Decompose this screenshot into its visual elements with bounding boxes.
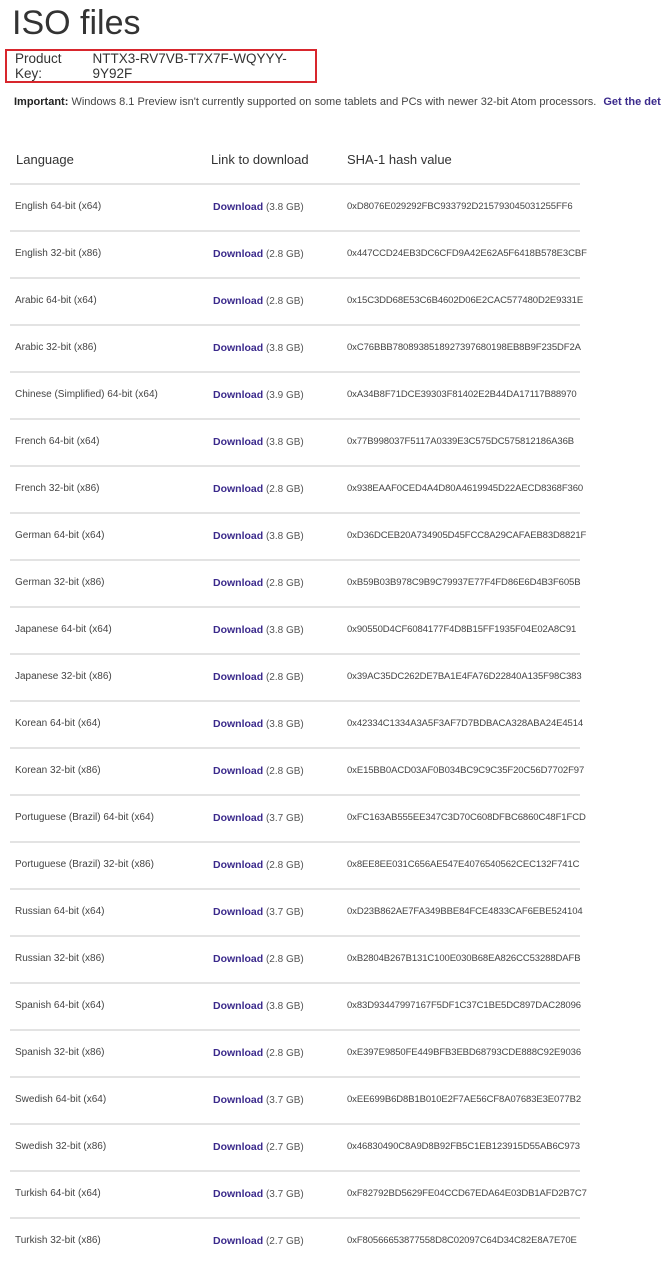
file-size: (2.8 GB) bbox=[265, 484, 304, 495]
row-divider bbox=[10, 1123, 580, 1125]
sha1-hash: 0xD23B862AE7FA349BBE84FCE4833CAF6EBE524104 bbox=[347, 906, 583, 917]
download-cell bbox=[213, 248, 304, 260]
sha1-hash: 0x938EAAF0CED4A4D80A4619945D22AECD8368F360 bbox=[347, 483, 584, 494]
file-size: (3.8 GB) bbox=[265, 531, 304, 542]
important-notice bbox=[14, 96, 661, 108]
download-cell bbox=[213, 1141, 304, 1153]
sha1-hash: 0xB59B03B978C9B9C79937E77F4FD86E6D4B3F605B bbox=[347, 577, 581, 588]
table-row bbox=[0, 794, 600, 841]
file-size: (3.8 GB) bbox=[265, 719, 304, 730]
download-cell bbox=[213, 906, 304, 918]
sha1-hash: 0x447CCD24EB3DC6CFD9A42E62A5F6418B578E3CBF bbox=[347, 248, 587, 259]
file-size: (3.8 GB) bbox=[265, 625, 304, 636]
sha1-hash: 0xF82792BD5629FE04CCD67EDA64E03DB1AFD2B7C7 bbox=[347, 1188, 587, 1199]
download-cell bbox=[213, 530, 304, 542]
language-cell: French 64-bit (x64) bbox=[15, 436, 100, 447]
language-cell: French 32-bit (x86) bbox=[15, 483, 100, 494]
language-cell: English 32-bit (x86) bbox=[15, 248, 102, 259]
row-divider bbox=[10, 747, 580, 749]
table-row bbox=[0, 1170, 600, 1217]
table-header bbox=[0, 152, 600, 172]
download-cell bbox=[213, 577, 304, 589]
row-divider bbox=[10, 794, 580, 796]
language-cell: Swedish 64-bit (x64) bbox=[15, 1094, 107, 1105]
table-row bbox=[0, 230, 600, 277]
product-key-value: NTTX3-RV7VB-T7X7F-WQYYY-9Y92F bbox=[92, 51, 287, 81]
download-link[interactable]: Download bbox=[213, 1000, 264, 1012]
language-cell: Spanish 32-bit (x86) bbox=[15, 1047, 105, 1058]
language-cell: English 64-bit (x64) bbox=[15, 201, 102, 212]
important-text: Windows 8.1 Preview isn't currently supported on some tablets and PCs with newer 32-bit Atom processors. bbox=[71, 96, 597, 108]
table-row bbox=[0, 606, 600, 653]
table-row bbox=[0, 183, 600, 230]
language-cell: Russian 64-bit (x64) bbox=[15, 906, 105, 917]
table-row bbox=[0, 512, 600, 559]
file-size: (3.8 GB) bbox=[265, 437, 304, 448]
row-divider bbox=[10, 1170, 580, 1172]
language-cell: Chinese (Simplified) 64-bit (x64) bbox=[15, 389, 158, 400]
download-link[interactable]: Download bbox=[213, 436, 264, 448]
file-size: (3.7 GB) bbox=[265, 907, 304, 918]
table-row bbox=[0, 277, 600, 324]
file-size: (2.8 GB) bbox=[265, 1048, 304, 1059]
download-cell bbox=[213, 953, 304, 965]
file-size: (2.8 GB) bbox=[265, 860, 304, 871]
product-key-label: Product Key: bbox=[15, 51, 62, 81]
row-divider bbox=[10, 935, 580, 937]
sha1-hash: 0xE397E9850FE449BFB3EBD68793CDE888C92E9036 bbox=[347, 1047, 581, 1058]
sha1-hash: 0xEE699B6D8B1B010E2F7AE56CF8A07683E3E077B2 bbox=[347, 1094, 582, 1105]
row-divider bbox=[10, 982, 580, 984]
language-cell: Swedish 32-bit (x86) bbox=[15, 1141, 107, 1152]
file-size: (2.8 GB) bbox=[265, 296, 304, 307]
sha1-hash: 0x39AC35DC262DE7BA1E4FA76D22840A135F98C383 bbox=[347, 671, 582, 682]
language-cell: Spanish 64-bit (x64) bbox=[15, 1000, 105, 1011]
file-size: (2.7 GB) bbox=[265, 1142, 304, 1153]
row-divider bbox=[10, 277, 580, 279]
download-cell bbox=[213, 1188, 304, 1200]
language-cell: Korean 64-bit (x64) bbox=[15, 718, 101, 729]
row-divider bbox=[10, 700, 580, 702]
file-size: (3.8 GB) bbox=[265, 1001, 304, 1012]
table-row bbox=[0, 653, 600, 700]
row-divider bbox=[10, 418, 580, 420]
table-row bbox=[0, 418, 600, 465]
row-divider bbox=[10, 324, 580, 326]
language-cell: German 64-bit (x64) bbox=[15, 530, 105, 541]
language-cell: Korean 32-bit (x86) bbox=[15, 765, 101, 776]
header-language: Language bbox=[16, 152, 74, 167]
header-link-to-download: Link to download bbox=[211, 152, 309, 167]
download-cell bbox=[213, 718, 304, 730]
download-link[interactable]: Download bbox=[213, 1235, 264, 1247]
row-divider bbox=[10, 559, 580, 561]
row-divider bbox=[10, 606, 580, 608]
table-row bbox=[0, 371, 600, 418]
file-size: (3.8 GB) bbox=[265, 202, 304, 213]
table-row bbox=[0, 747, 600, 794]
download-cell bbox=[213, 765, 304, 777]
row-divider bbox=[10, 183, 580, 185]
language-cell: Arabic 64-bit (x64) bbox=[15, 295, 97, 306]
table-row bbox=[0, 1123, 600, 1170]
row-divider bbox=[10, 1076, 580, 1078]
download-cell bbox=[213, 295, 304, 307]
language-cell: Turkish 32-bit (x86) bbox=[15, 1235, 101, 1246]
sha1-hash: 0xE15BB0ACD03AF0B034BC9C9C35F20C56D7702F97 bbox=[347, 765, 585, 776]
download-link[interactable]: Download bbox=[213, 342, 264, 354]
page-title: ISO files bbox=[12, 4, 141, 42]
download-link[interactable]: Download bbox=[213, 812, 264, 824]
download-link[interactable]: Download bbox=[213, 201, 264, 213]
sha1-hash: 0x15C3DD68E53C6B4602D06E2CAC577480D2E9331E bbox=[347, 295, 584, 306]
download-link[interactable]: Download bbox=[213, 1094, 264, 1106]
language-cell: Turkish 64-bit (x64) bbox=[15, 1188, 101, 1199]
sha1-hash: 0xF80566653877558D8C02097C64D34C82E8A7E70E bbox=[347, 1235, 577, 1246]
download-cell bbox=[213, 1094, 304, 1106]
row-divider bbox=[10, 1029, 580, 1031]
language-cell: Japanese 32-bit (x86) bbox=[15, 671, 112, 682]
language-cell: Arabic 32-bit (x86) bbox=[15, 342, 97, 353]
file-size: (3.7 GB) bbox=[265, 1189, 304, 1200]
sha1-hash: 0xD36DCEB20A734905D45FCC8A29CAFAEB83D8821F bbox=[347, 530, 587, 541]
table-row bbox=[0, 982, 600, 1029]
download-link[interactable]: Download bbox=[213, 483, 264, 495]
download-cell bbox=[213, 624, 304, 636]
sha1-hash: 0xB2804B267B131C100E030B68EA826CC53288DAFB bbox=[347, 953, 581, 964]
important-label: Important: bbox=[14, 96, 69, 108]
table-row bbox=[0, 324, 600, 371]
table-row bbox=[0, 700, 600, 747]
file-size: (2.8 GB) bbox=[265, 578, 304, 589]
table-row bbox=[0, 935, 600, 982]
file-size: (3.8 GB) bbox=[265, 343, 304, 354]
language-cell: Portuguese (Brazil) 64-bit (x64) bbox=[15, 812, 154, 823]
row-divider bbox=[10, 465, 580, 467]
sha1-hash: 0x42334C1334A3A5F3AF7D7BDBACA328ABA24E4514 bbox=[347, 718, 584, 729]
sha1-hash: 0x77B998037F5117A0339E3C575DC575812186A36B bbox=[347, 436, 574, 447]
language-cell: Russian 32-bit (x86) bbox=[15, 953, 105, 964]
table-row bbox=[0, 1076, 600, 1123]
download-link[interactable]: Download bbox=[213, 906, 264, 918]
sha1-hash: 0x8EE8EE031C656AE547E4076540562CEC132F741C bbox=[347, 859, 580, 870]
sha1-hash: 0xD8076E029292FBC933792D215793045031255FF6 bbox=[347, 201, 573, 212]
file-size: (2.7 GB) bbox=[265, 1236, 304, 1247]
download-cell bbox=[213, 342, 304, 354]
product-key-box bbox=[5, 49, 317, 83]
download-cell bbox=[213, 201, 304, 213]
download-link[interactable]: Download bbox=[213, 859, 264, 871]
download-link[interactable]: Download bbox=[213, 718, 264, 730]
row-divider bbox=[10, 230, 580, 232]
file-size: (2.8 GB) bbox=[265, 672, 304, 683]
download-cell bbox=[213, 859, 304, 871]
download-cell bbox=[213, 436, 304, 448]
sha1-hash: 0x90550D4CF6084177F4D8B15FF1935F04E02A8C91 bbox=[347, 624, 577, 635]
download-cell bbox=[213, 812, 304, 824]
row-divider bbox=[10, 653, 580, 655]
row-divider bbox=[10, 841, 580, 843]
header-sha1: SHA-1 hash value bbox=[347, 152, 452, 167]
download-cell bbox=[213, 671, 304, 683]
download-link[interactable]: Download bbox=[213, 295, 264, 307]
file-size: (2.8 GB) bbox=[265, 249, 304, 260]
download-cell bbox=[213, 483, 304, 495]
table-row bbox=[0, 465, 600, 512]
download-link[interactable]: Download bbox=[213, 765, 264, 777]
sha1-hash: 0xA34B8F71DCE39303F81402E2B44DA17117B88970 bbox=[347, 389, 577, 400]
row-divider bbox=[10, 1217, 580, 1219]
row-divider bbox=[10, 888, 580, 890]
download-link[interactable]: Download bbox=[213, 1141, 264, 1153]
row-divider bbox=[10, 371, 580, 373]
download-link[interactable]: Download bbox=[213, 671, 264, 683]
file-size: (3.7 GB) bbox=[265, 1095, 304, 1106]
download-cell bbox=[213, 1000, 304, 1012]
download-link[interactable]: Download bbox=[213, 577, 264, 589]
sha1-hash: 0x83D93447997167F5DF1C37C1BE5DC897DAC28096 bbox=[347, 1000, 581, 1011]
table-row bbox=[0, 1029, 600, 1076]
sha1-hash: 0x46830490C8A9D8B92FB5C1EB123915D55AB6C973 bbox=[347, 1141, 580, 1152]
language-cell: Portuguese (Brazil) 32-bit (x86) bbox=[15, 859, 154, 870]
download-link[interactable]: Download bbox=[213, 624, 264, 636]
download-link[interactable]: Download bbox=[213, 389, 264, 401]
file-size: (2.8 GB) bbox=[265, 954, 304, 965]
language-cell: Japanese 64-bit (x64) bbox=[15, 624, 112, 635]
table-row bbox=[0, 841, 600, 888]
table-row bbox=[0, 888, 600, 935]
file-size: (3.7 GB) bbox=[265, 813, 304, 824]
language-cell: German 32-bit (x86) bbox=[15, 577, 105, 588]
row-divider bbox=[10, 512, 580, 514]
file-size: (3.9 GB) bbox=[265, 390, 304, 401]
sha1-hash: 0xFC163AB555EE347C3D70C608DFBC6860C48F1FCD bbox=[347, 812, 586, 823]
download-cell bbox=[213, 389, 304, 401]
download-link[interactable]: Download bbox=[213, 248, 264, 260]
table-row bbox=[0, 559, 600, 606]
download-link[interactable]: Download bbox=[213, 530, 264, 542]
sha1-hash: 0xC76BBB7808938518927397680198EB8B9F235DF2A bbox=[347, 342, 581, 353]
download-link[interactable]: Download bbox=[213, 1047, 264, 1059]
download-cell bbox=[213, 1047, 304, 1059]
download-link[interactable]: Download bbox=[213, 953, 264, 965]
download-link[interactable]: Download bbox=[213, 1188, 264, 1200]
get-details-link[interactable]: Get the det bbox=[603, 96, 661, 108]
file-size: (2.8 GB) bbox=[265, 766, 304, 777]
table-row bbox=[0, 1217, 600, 1264]
download-cell bbox=[213, 1235, 304, 1247]
